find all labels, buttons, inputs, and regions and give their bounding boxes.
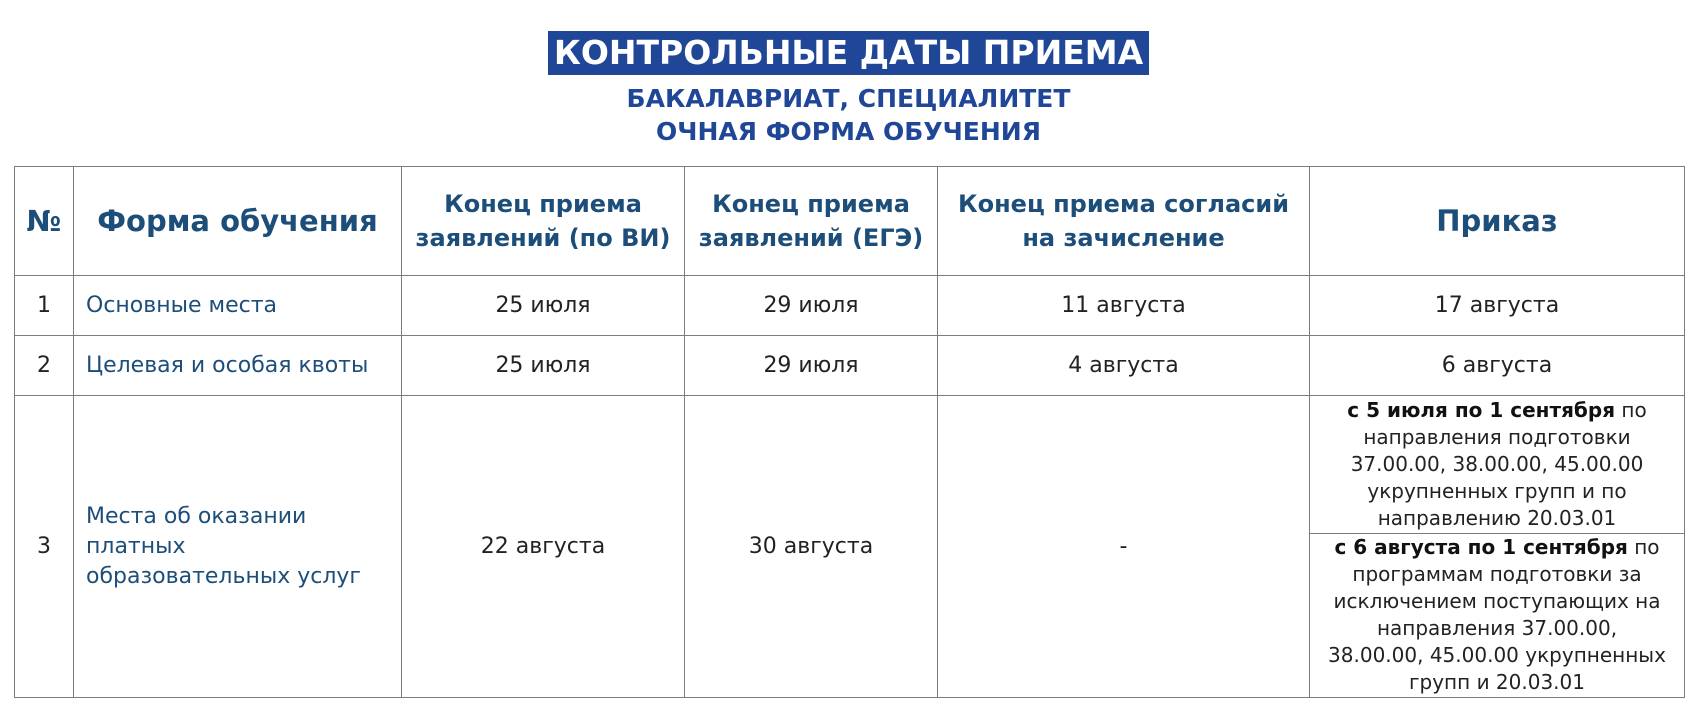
order-a-line2: направления подготовки [1363, 425, 1631, 449]
row-number: 2 [15, 336, 74, 396]
header-ege-line1: Конец приема [712, 190, 910, 218]
header-vi-deadline [402, 167, 685, 276]
table-header-row [15, 167, 1685, 276]
order-a-line3: 37.00.00, 38.00.00, 45.00.00 [1350, 452, 1644, 476]
order-b-period: с 6 августа по 1 сентября [1334, 535, 1628, 559]
order-a-line5: направлению 20.03.01 [1377, 506, 1617, 530]
order-b-line1-text: по [1627, 535, 1660, 559]
subtitle-level: БАКАЛАВРИАТ, СПЕЦИАЛИТЕТ [626, 84, 1071, 113]
row-study-form [74, 396, 402, 698]
row-consent-date: 11 августа [938, 276, 1310, 336]
order-a-line1 [1314, 397, 1680, 424]
row-study-form-line3: образовательных услуг [86, 563, 361, 589]
title-container [0, 31, 1697, 75]
row-ege-date: 30 августа [685, 396, 938, 698]
subtitle-form: ОЧНАЯ ФОРМА ОБУЧЕНИЯ [656, 117, 1041, 146]
row-study-form: Целевая и особая квоты [74, 336, 402, 396]
header-number: № [15, 167, 74, 276]
header-consent-line1: Конец приема согласий [957, 190, 1290, 218]
page-title: КОНТРОЛЬНЫЕ ДАТЫ ПРИЕМА [548, 31, 1149, 75]
row-number: 3 [15, 396, 74, 698]
header-ege-deadline [685, 167, 938, 276]
header-vi-line2: заявлений (по ВИ) [415, 224, 671, 252]
row-vi-date: 25 июля [402, 336, 685, 396]
row-consent-date: - [938, 396, 1310, 698]
row-study-form-line1: Места об оказании [86, 503, 307, 529]
order-b-line1 [1314, 534, 1680, 561]
row-order-date: 6 августа [1310, 336, 1685, 396]
table-row [15, 336, 1685, 396]
order-a-line1-text: по [1615, 398, 1647, 422]
header-order: Приказ [1310, 167, 1685, 276]
order-b-line3: исключением поступающих на [1333, 589, 1661, 613]
row-vi-date: 25 июля [402, 276, 685, 336]
order-b-line6: групп и 20.03.01 [1409, 670, 1585, 694]
order-b-line5: 38.00.00, 45.00.00 укрупненных [1328, 643, 1666, 667]
row-study-form: Основные места [74, 276, 402, 336]
row-ege-date: 29 июля [685, 336, 938, 396]
row-order-date: 17 августа [1310, 276, 1685, 336]
row-number: 1 [15, 276, 74, 336]
order-part-first [1310, 397, 1684, 534]
admission-dates-table [14, 166, 1685, 698]
row-vi-date: 22 августа [402, 396, 685, 698]
header-ege-line2: заявлений (ЕГЭ) [698, 224, 924, 252]
header-consent-deadline [938, 167, 1310, 276]
order-a-line4: укрупненных групп и по [1367, 479, 1627, 503]
header-consent-line2: на зачисление [1022, 224, 1225, 252]
row-order-details [1310, 396, 1685, 698]
header-study-form: Форма обучения [74, 167, 402, 276]
order-a-period: с 5 июля по 1 сентября [1347, 398, 1616, 422]
row-consent-date: 4 августа [938, 336, 1310, 396]
order-part-second [1310, 534, 1684, 696]
row-ege-date: 29 июля [685, 276, 938, 336]
order-b-line2: программам подготовки за [1352, 562, 1642, 586]
table-row [15, 276, 1685, 336]
order-b-line4: направления 37.00.00, [1376, 616, 1618, 640]
table-row [15, 396, 1685, 698]
row-study-form-line2: платных [86, 533, 186, 559]
header-vi-line1: Конец приема [444, 190, 642, 218]
